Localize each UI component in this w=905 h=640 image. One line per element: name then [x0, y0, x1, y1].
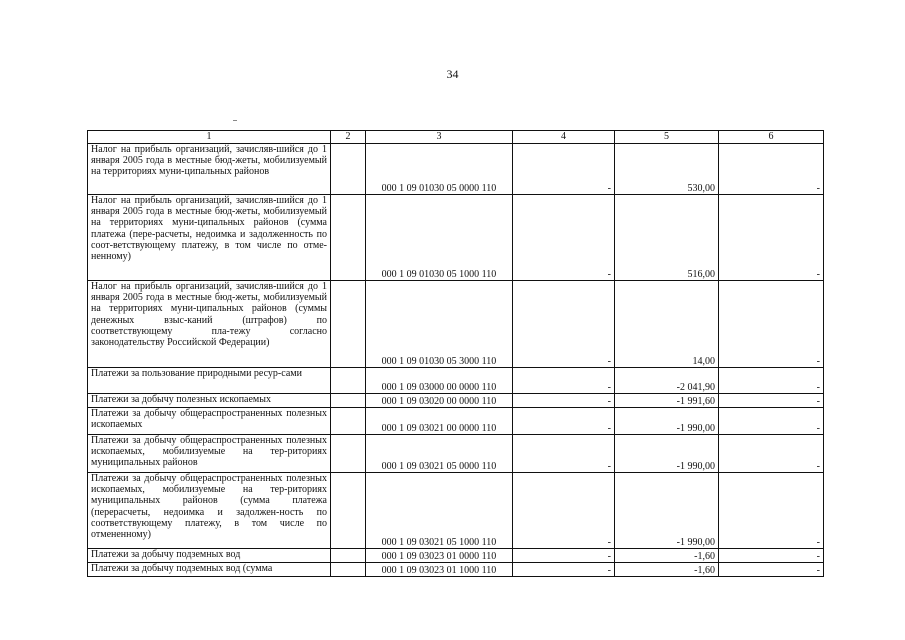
row-name: Платежи за пользование природными ресур-сами [88, 368, 331, 394]
row-code: 000 1 09 03023 01 0000 110 [366, 549, 513, 563]
row-col-6: - [719, 563, 824, 577]
header-col-5: 5 [615, 131, 719, 144]
row-col-6: - [719, 435, 824, 473]
table-row [88, 435, 824, 473]
page-number: 34 [446, 67, 459, 81]
header-col-3: 3 [366, 131, 513, 144]
row-name: Платежи за добычу общераспространенных полезных ископаемых [88, 408, 331, 435]
row-code: 000 1 09 01030 05 3000 110 [366, 281, 513, 368]
row-col-5: 14,00 [615, 281, 719, 368]
row-col-5: -1 990,00 [615, 408, 719, 435]
row-col-4: - [513, 281, 615, 368]
row-col-6: - [719, 394, 824, 408]
row-code: 000 1 09 03020 00 0000 110 [366, 394, 513, 408]
row-code: 000 1 09 03021 00 0000 110 [366, 408, 513, 435]
row-code: 000 1 09 01030 05 0000 110 [366, 144, 513, 195]
row-col-2 [331, 563, 366, 577]
row-name: Платежи за добычу подземных вод (сумма [88, 563, 331, 577]
header-col-1: 1 [88, 131, 331, 144]
row-col-6: - [719, 281, 824, 368]
table-row [88, 368, 824, 394]
row-col-2 [331, 549, 366, 563]
table-header-row [88, 131, 824, 144]
row-name: Платежи за добычу подземных вод [88, 549, 331, 563]
row-col-5: 516,00 [615, 195, 719, 281]
row-code: 000 1 09 03021 05 1000 110 [366, 473, 513, 549]
row-code: 000 1 09 01030 05 1000 110 [366, 195, 513, 281]
row-col-5: -1 990,00 [615, 473, 719, 549]
row-col-2 [331, 281, 366, 368]
row-col-5: -1,60 [615, 563, 719, 577]
row-col-6: - [719, 368, 824, 394]
row-col-6: - [719, 408, 824, 435]
row-code: 000 1 09 03021 05 0000 110 [366, 435, 513, 473]
row-col-6: - [719, 144, 824, 195]
row-col-5: -1 990,00 [615, 435, 719, 473]
row-code: 000 1 09 03000 00 0000 110 [366, 368, 513, 394]
table-row [88, 144, 824, 195]
row-name: Налог на прибыль организаций, зачисляв-шийся до 1 января 2005 года в местные бюд-жеты, мобилизуемый на территориях муни-ципальных районов (сумма платежа (пере-расчеты, недоимка и задолженность по соот-ветствующему платежу, в том числе по отме-ненному) [88, 195, 331, 281]
row-name: Платежи за добычу общераспространенных полезных ископаемых, мобилизуемые на тер-риториях муниципальных районов (сумма платежа (перерасчеты, недоимка и задолжен-ность по соответствующему платежу, в том числе по отмененному) [88, 473, 331, 549]
row-col-5: -1 991,60 [615, 394, 719, 408]
row-col-2 [331, 195, 366, 281]
row-col-6: - [719, 549, 824, 563]
row-col-2 [331, 368, 366, 394]
row-col-4: - [513, 435, 615, 473]
row-col-4: - [513, 144, 615, 195]
table-row [88, 473, 824, 549]
row-col-5: -2 041,90 [615, 368, 719, 394]
row-col-4: - [513, 408, 615, 435]
row-col-4: - [513, 549, 615, 563]
row-col-2 [331, 394, 366, 408]
table-body [88, 131, 824, 577]
row-col-4: - [513, 368, 615, 394]
header-col-6: 6 [719, 131, 824, 144]
row-code: 000 1 09 03023 01 1000 110 [366, 563, 513, 577]
row-col-6: - [719, 473, 824, 549]
table-row [88, 408, 824, 435]
row-col-4: - [513, 394, 615, 408]
row-col-2 [331, 473, 366, 549]
row-col-5: -1,60 [615, 549, 719, 563]
table-row [88, 394, 824, 408]
row-col-5: 530,00 [615, 144, 719, 195]
table-row [88, 281, 824, 368]
budget-table [87, 130, 824, 577]
scan-artifact [233, 120, 237, 121]
row-col-2 [331, 408, 366, 435]
header-col-2: 2 [331, 131, 366, 144]
table-row [88, 563, 824, 577]
row-col-6: - [719, 195, 824, 281]
header-col-4: 4 [513, 131, 615, 144]
row-col-4: - [513, 563, 615, 577]
table-row [88, 549, 824, 563]
row-col-4: - [513, 195, 615, 281]
table-row [88, 195, 824, 281]
row-col-4: - [513, 473, 615, 549]
row-col-2 [331, 144, 366, 195]
row-name: Платежи за добычу полезных ископаемых [88, 394, 331, 408]
row-name: Налог на прибыль организаций, зачисляв-шийся до 1 января 2005 года в местные бюд-жеты, мобилизуемый на территориях муни-ципальных районов (суммы денежных взыс-каний (штрафов) по соответствующему пла-тежу согласно законодательству Российской Федерации) [88, 281, 331, 368]
row-name: Налог на прибыль организаций, зачисляв-шийся до 1 января 2005 года в местные бюд-жеты, мобилизуемый на территориях муни-ципальных районов [88, 144, 331, 195]
row-col-2 [331, 435, 366, 473]
row-name: Платежи за добычу общераспространенных полезных ископаемых, мобилизуемые на тер-риториях муниципальных районов [88, 435, 331, 473]
